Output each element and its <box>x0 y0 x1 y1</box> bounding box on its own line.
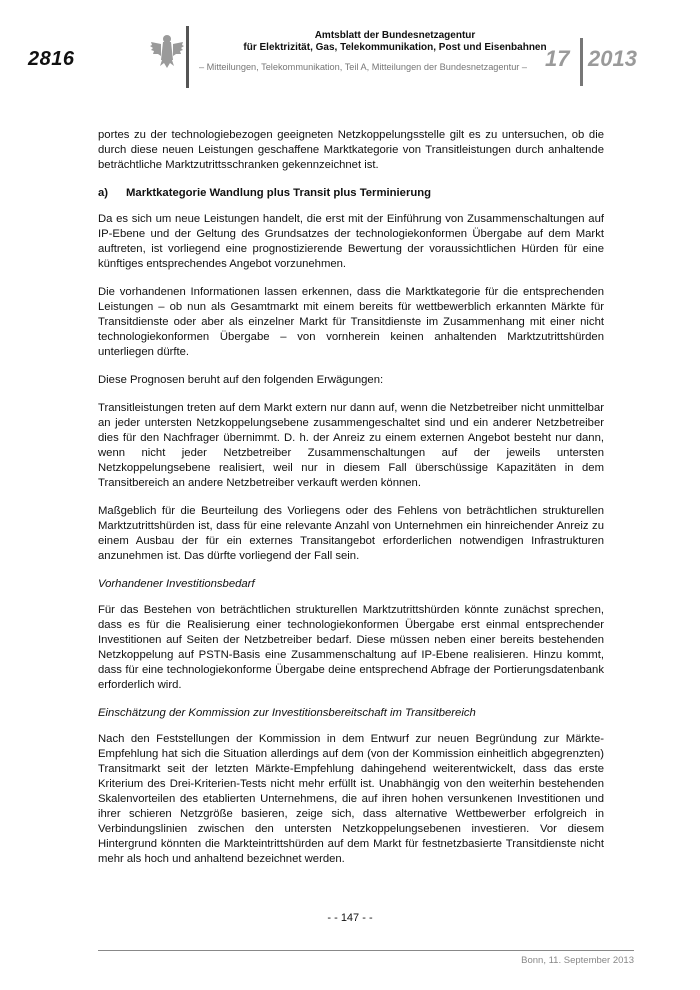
paragraph: Diese Prognosen beruht auf den folgenden Erwägungen: <box>98 374 384 386</box>
section-label: a) <box>98 187 109 199</box>
document-body <box>98 128 604 880</box>
subheading: Einschätzung der Kommission zur Investitionsbereitschaft im Transitbereich <box>98 707 476 719</box>
footer-page-number: - - 147 - - <box>327 912 373 924</box>
gazette-title-line2: für Elektrizität, Gas, Telekommunikation, Post und Eisenbahnen <box>243 42 547 53</box>
gazette-title <box>200 30 590 54</box>
footer-divider <box>98 950 634 951</box>
header-divider-left <box>186 26 189 88</box>
paragraph: Maßgeblich für die Beurteilung des Vorliegens oder des Fehlens von beträchtlichen strukturellen Marktzutrittshürden ist, dass für eine relevante Anzahl von Unternehmen ein hinreichender Anreiz zu einem Ausbau der für ein externes Transitangebot erforderlichen notwendigen Infrastrukturen anzunehmen ist. Das dürfte vorliegend der Fall sein. <box>98 505 604 562</box>
paragraph: Für das Bestehen von beträchtlichen strukturellen Marktzutrittshürden könnte zunächst sprechen, dass es für die Realisierung einer technologiekonformen Übergabe erst einmal entsprechender Investitionen auf Seiten der Netzbetreiber bedarf. Diese müssen neben einer bereits bestehenden Netzkoppelung auf PSTN-Basis eine Zusammenschaltung auf IP-Ebene realisieren. Hinzu kommt, dass für eine technologiekonforme Übergabe deine entsprechend Abfrage der Portierungsdatenbank erforderlich wird. <box>98 604 604 691</box>
subheading: Vorhandener Investitionsbedarf <box>98 578 255 590</box>
issue-number: 17 <box>545 46 570 71</box>
gazette-title-line1: Amtsblatt der Bundesnetzagentur <box>314 30 476 41</box>
page-number: 2816 <box>28 48 75 70</box>
gazette-subtitle: – Mitteilungen, Telekommunikation, Teil A, Mitteilungen der Bundesnetzagentur – <box>198 62 528 72</box>
paragraph: Da es sich um neue Leistungen handelt, die erst mit der Einführung von Zusammenschaltungen auf IP-Ebene und der Geltung des Grundsatzes der technologiekonformen Übergabe auf dem Markt auftreten, ist vorliegend eine prognostizierende Bewertung der voraussichtlichen Hürden für eine künftiges entsprechendes Angebot vorzunehmen. <box>98 213 604 270</box>
section-title: Marktkategorie Wandlung plus Transit plus Terminierung <box>126 187 432 199</box>
footer-date: Bonn, 11. September 2013 <box>521 955 634 966</box>
page-header <box>0 0 700 110</box>
paragraph-intro: portes zu der technologiebezogen geeigneten Netzkoppelungsstelle gilt es zu untersuchen, ob die durch diese neuen Leistungen geschaffene Marktkategorie von Transitleistungen durch anhaltende beträchtliche Marktzutrittsschranken gekennzeichnet ist. <box>98 129 604 171</box>
section-heading <box>98 186 604 201</box>
header-divider-right <box>580 38 583 86</box>
paragraph: Nach den Feststellungen der Kommission in dem Entwurf zur neuen Begründung zur Märkte-Empfehlung hat sich die Situation allerdings auf dem (von der Kommission einheitlich abgegrenzten) Transitmarkt seit der letzten Märkte-Empfehlung dahingehend weiterentwickelt, dass das erste Kriterium des Drei-Kriterien-Tests nicht mehr erfüllt ist. Unabhängig von den weiterhin bestehenden Skalenvorteilen des etablierten Unternehmens, die auf ihren hohen versunkenen Investitionen und ihrer schieren Netzgröße basieren, zeige sich, dass alternative Wettbewerber erfolgreich in Verbindungslinien zwischen den untersten Netzkoppelungsebenen investieren. Vor diesem Hintergrund könnten die Markteintrittshürden auf dem Markt für festnetzbasierte Transitdienste nicht mehr als hoch und anhaltend bezeichnet werden. <box>98 733 604 865</box>
issue-year: 2013 <box>588 46 637 71</box>
paragraph: Transitleistungen treten auf dem Markt extern nur dann auf, wenn die Netzbetreiber nicht unmittelbar an jeder untersten Netzkoppelungsebene zusammengeschaltet sind und ein anderer Netzbetreiber dies für den Nachfrager übernimmt. D. h. der Anreiz zu einem externen Angebot besteht nur dann, wenn nicht jeder Netzbetreiber Zusammenschaltungen auf der jeweils untersten Netzkoppelungsebene realisiert, weil nur in diesem Fall überschüssige Kapazitäten in dem Transitbereich an andere Netzbetreiber verkauft werden können. <box>98 402 604 489</box>
paragraph: Die vorhandenen Informationen lassen erkennen, dass die Marktkategorie für die entsprechenden Leistungen – ob nun als Gesamtmarkt mit einem bereits für wettbewerblich erkannten Märkte für Transitdienste oder aber als einzelner Markt für Transitdienste im Zusammenhang mit einer nicht technologiekonformen Übergabe – von vornherein keinen anhaltenden Marktzutrittshürden unterliegen dürfte. <box>98 286 604 358</box>
federal-eagle-icon <box>150 32 184 72</box>
